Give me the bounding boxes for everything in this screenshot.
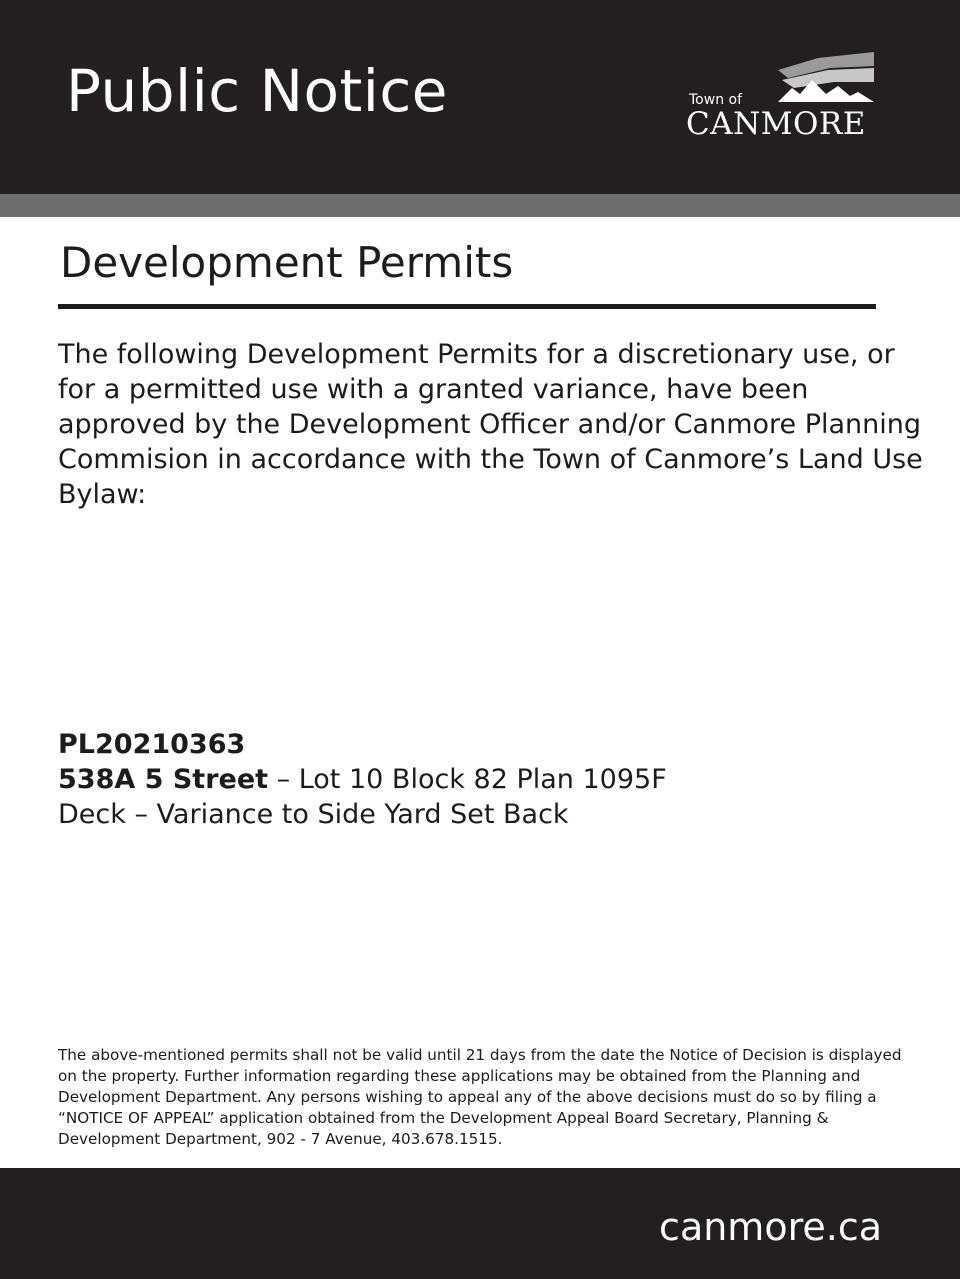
logo-canmore: CANMORE (686, 106, 866, 142)
footer-url: canmore.ca (659, 1205, 882, 1249)
title-rule (58, 304, 876, 309)
permit-description: Deck – Variance to Side Yard Set Back (58, 799, 569, 830)
permit-legal: – Lot 10 Block 82 Plan 1095F (276, 764, 667, 795)
page-title: Public Notice (66, 57, 448, 125)
permit-address: 538A 5 Street (58, 764, 269, 795)
mountains-logo-icon (778, 52, 874, 102)
permit-number: PL20210363 (58, 729, 246, 760)
footer-banner (0, 1168, 960, 1279)
section-title: Development Permits (60, 238, 514, 287)
logo-town-of: Town of (689, 92, 743, 108)
permit-location (58, 762, 918, 797)
permit-entry (58, 727, 918, 832)
grey-divider-band (0, 194, 960, 217)
header-banner (0, 0, 960, 194)
disclaimer-text: The above-mentioned permits shall not be valid until 21 days from the date the Notice of Decision is displayed on the property. Further information regarding these applications may be obtained from the Planning and Development Department. Any persons wishing to appeal any of the above decisions must do so by filing a “NOTICE OF APPEAL” application obtained from the Development Appeal Board Secretary, Planning & Development Department, 902 - 7 Avenue, 403.678.1515. (58, 1046, 902, 1148)
town-logo (686, 52, 886, 142)
intro-paragraph: The following Development Permits for a discretionary use, or for a permitted use with a granted variance, have been approved by the Development Officer and/or Canmore Planning Commision in accordance with the Town of Canmore’s Land Use Bylaw: (58, 339, 923, 510)
